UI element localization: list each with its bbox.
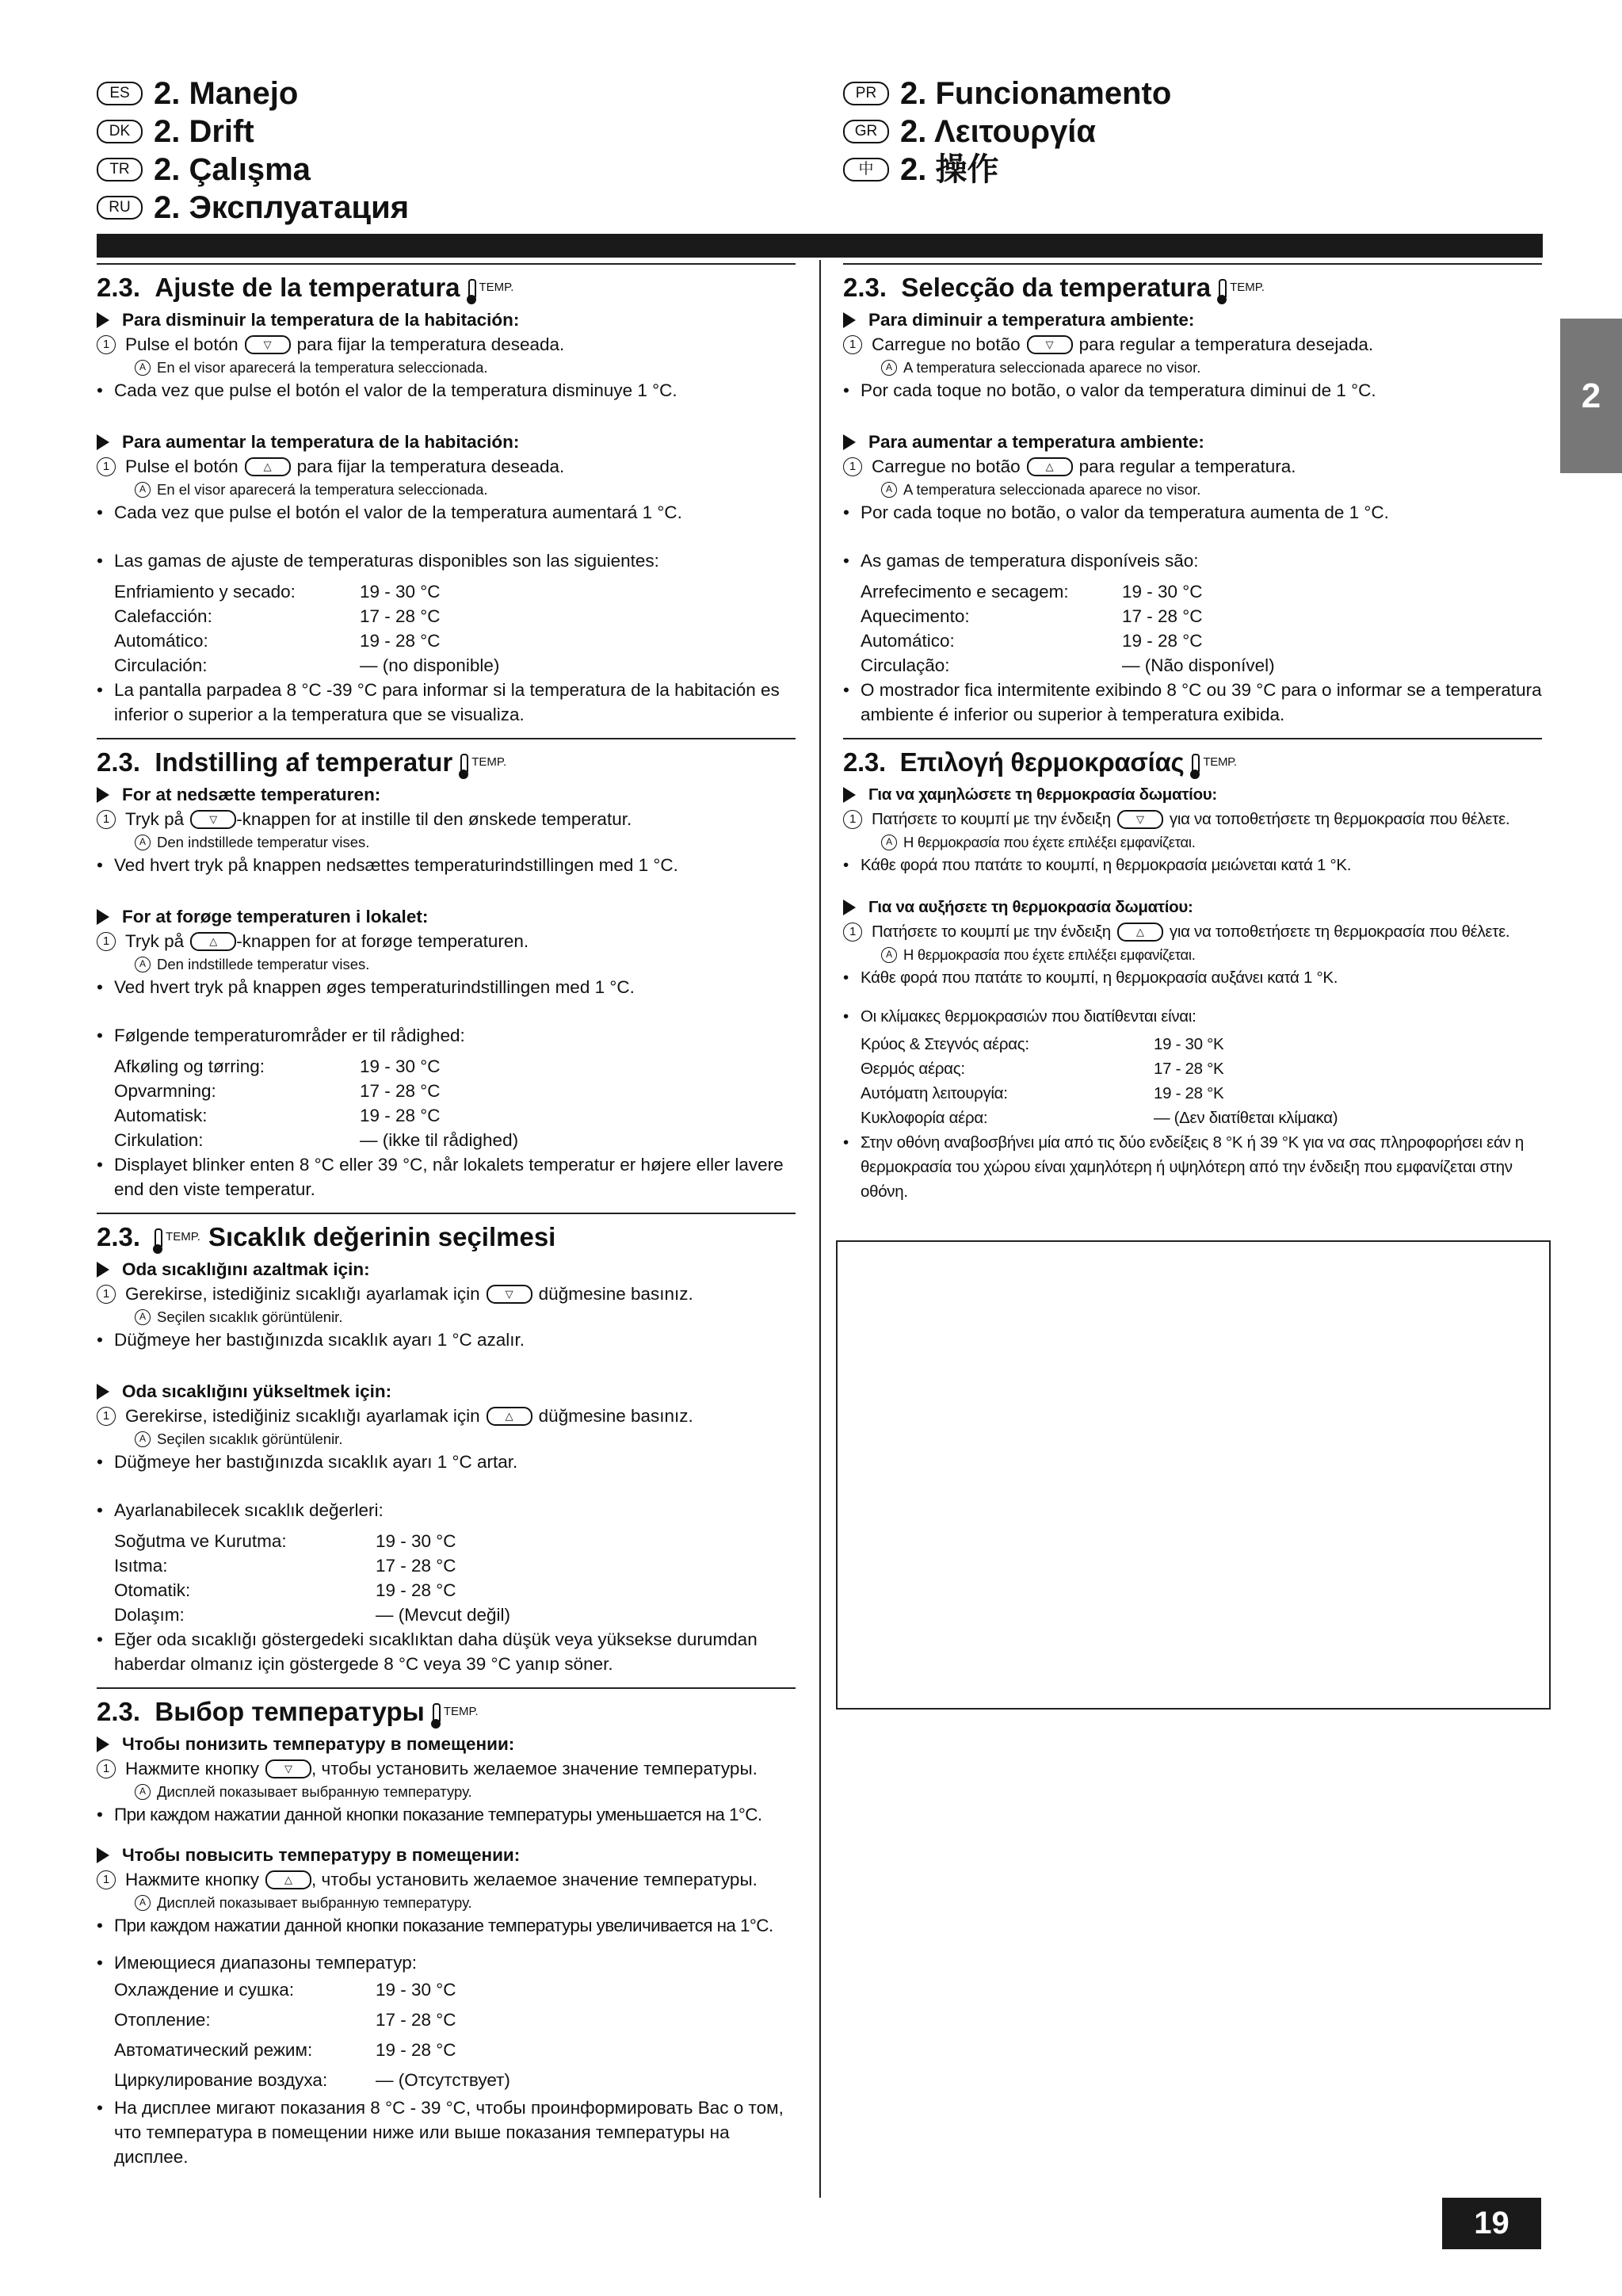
thermometer-icon: TEMP.: [429, 1695, 479, 1729]
chapter-title-tr: 2. Çalışma: [154, 152, 311, 187]
right-column: [843, 263, 1542, 1215]
range-row: Automatisk: 19 - 28 °C: [114, 1106, 441, 1125]
bullet: • Düğmeye her bastığınızda sıcaklık ayarı 1 °C artar.: [97, 1452, 518, 1472]
range-row: Aquecimento: 17 - 28 °C: [861, 606, 1203, 626]
increase-heading: Para aumentar a temperatura ambiente:: [843, 430, 1542, 454]
lang-badge-dk: DK: [97, 120, 143, 143]
display-note: A En el visor aparecerá la temperatura seleccionada.: [97, 357, 796, 378]
decrease-step: 1 Πατήσετε το κουμπί με την ένδειξη ▽ για να τοποθετήσετε τη θερμοκρασία που θέλετε.: [843, 807, 1542, 831]
chapter-tab: 2: [1560, 319, 1622, 473]
up-button-icon: △: [265, 1870, 311, 1889]
display-note: A Η θερμοκρασία που έχετε επιλέξει εμφανίζεται.: [843, 831, 1542, 853]
down-button-icon: ▽: [487, 1285, 532, 1304]
arrow-right-icon: [97, 1847, 109, 1863]
lang-badge-es: ES: [97, 82, 143, 105]
step-number-icon: 1: [97, 335, 116, 354]
chapter-title-pr: 2. Funcionamento: [900, 76, 1172, 111]
down-button-icon: ▽: [1027, 335, 1073, 354]
arrow-right-icon: [97, 434, 109, 450]
ranges-intro: • As gamas de temperatura disponíveis são:: [843, 551, 1199, 571]
range-row: Opvarmning: 17 - 28 °C: [114, 1081, 441, 1101]
bullet: • Düğmeye her bastığınızda sıcaklık ayarı 1 °C azalır.: [97, 1330, 525, 1350]
arrow-right-icon: [843, 434, 856, 450]
callout-a-icon: A: [881, 360, 897, 376]
blink-note: • Eğer oda sıcaklığı göstergedeki sıcaklıktan daha düşük veya yüksekse durumdan haberdar olmanız için göstergede 8 °C veya 39 °C yanıp söner.: [97, 1629, 758, 1674]
range-row: Afkøling og tørring: 19 - 30 °C: [114, 1056, 441, 1076]
increase-step: 1 Πατήσετε το κουμπί με την ένδειξη △ για να τοποθετήσετε τη θερμοκρασία που θέλετε.: [843, 919, 1542, 944]
chapter-title-gr: 2. Λειτουργία: [900, 114, 1096, 149]
bullet: • Por cada toque no botão, o valor da temperatura diminui de 1 °C.: [843, 380, 1376, 400]
callout-a-icon: A: [135, 835, 151, 850]
step-number-icon: 1: [97, 1407, 116, 1426]
header-es: [97, 74, 409, 113]
section-es: [97, 263, 796, 727]
arrow-right-icon: [97, 1736, 109, 1752]
left-column: [97, 263, 796, 2180]
callout-a-icon: A: [135, 1309, 151, 1325]
display-note: A Η θερμοκρασία που έχετε επιλέξει εμφανίζεται.: [843, 944, 1542, 965]
range-row: Circulación: — (no disponible): [114, 655, 500, 675]
range-row: Θερμός αέρας: 17 - 28 °K: [861, 1060, 1224, 1078]
increase-heading: Oda sıcaklığını yükseltmek için:: [97, 1379, 796, 1404]
step-number-icon: 1: [843, 923, 862, 942]
increase-heading: Για να αυξήσετε τη θερμοκρασία δωματίου:: [843, 895, 1542, 919]
section-title-es: 2.3. Ajuste de la temperatura TEMP.: [97, 271, 796, 304]
increase-heading: For at forøge temperaturen i lokalet:: [97, 904, 796, 929]
lang-badge-zh: 中: [843, 158, 889, 181]
increase-heading: Чтобы повысить температуру в помещении:: [97, 1843, 796, 1867]
section-title-dk: 2.3. Indstilling af temperatur TEMP.: [97, 746, 796, 779]
section-tr: [97, 1213, 796, 1676]
header-ru: [97, 189, 409, 227]
callout-a-icon: A: [135, 1784, 151, 1800]
bullet: • Cada vez que pulse el botón el valor de la temperatura aumentará 1 °C.: [97, 502, 682, 522]
callout-a-icon: A: [135, 957, 151, 972]
range-row: Isıtma: 17 - 28 °C: [114, 1556, 456, 1576]
bullet: • Ved hvert tryk på knappen nedsættes temperaturindstillingen med 1 °C.: [97, 855, 678, 875]
step-number-icon: 1: [843, 457, 862, 476]
range-row: Circulação: — (Não disponível): [861, 655, 1275, 675]
display-note: A En el visor aparecerá la temperatura seleccionada.: [97, 479, 796, 500]
range-row: Κυκλοφορία αέρα: — (Δεν διατίθεται κλίμακα): [861, 1109, 1338, 1127]
section-title-tr: 2.3. TEMP. Sıcaklık değerinin seçilmesi: [97, 1221, 796, 1254]
callout-a-icon: A: [135, 1895, 151, 1911]
display-note: A Den indstillede temperatur vises.: [97, 831, 796, 853]
up-button-icon: △: [1027, 457, 1073, 476]
ranges-intro: • Имеющиеся диапазоны температур:: [97, 1953, 417, 1973]
step-number-icon: 1: [97, 457, 116, 476]
increase-step: 1 Tryk på △ -knappen for at forøge temperaturen.: [97, 929, 796, 953]
decrease-step: 1 Нажмите кнопку ▽ , чтобы установить желаемое значение температуры.: [97, 1756, 796, 1781]
bullet: • Κάθε φορά που πατάτε το κουμπί, η θερμοκρασία μειώνεται κατά 1 °K.: [843, 856, 1352, 874]
display-note: A Den indstillede temperatur vises.: [97, 953, 796, 975]
range-row: Soğutma ve Kurutma: 19 - 30 °C: [114, 1531, 456, 1551]
blink-note: • La pantalla parpadea 8 °C -39 °C para informar si la temperatura de la habitación es inferior o superior a la temperatura que se visualiza.: [97, 680, 780, 724]
decrease-step: 1 Gerekirse, istediğiniz sıcaklığı ayarlamak için ▽ düğmesine basınız.: [97, 1282, 796, 1306]
down-button-icon: ▽: [265, 1759, 311, 1778]
ranges-intro: • Las gamas de ajuste de temperaturas disponibles son las siguientes:: [97, 551, 659, 571]
blink-note: • Στην οθόνη αναβοσβήνει μία από τις δύο ενδείξεις 8 °K ή 39 °K για να σας πληροφορήσει εάν η θερμοκρασία του χώρου είναι χαμηλότερη ή υψηλότερη από την ένδειξη που εμφανίζεται στην οθόνη.: [843, 1133, 1524, 1201]
decrease-heading: Oda sıcaklığını azaltmak için:: [97, 1257, 796, 1282]
ranges-intro: • Ayarlanabilecek sıcaklık değerleri:: [97, 1500, 384, 1520]
chapter-title-ru: 2. Эксплуатация: [154, 190, 410, 225]
step-number-icon: 1: [843, 810, 862, 829]
section-gr: [843, 738, 1542, 1204]
chapter-title-dk: 2. Drift: [154, 114, 254, 149]
range-row: Cirkulation: — (ikke til rådighed): [114, 1130, 519, 1150]
bullet: • Κάθε φορά που πατάτε το κουμπί, η θερμοκρασία αυξάνει κατά 1 °K.: [843, 968, 1338, 987]
empty-figure-box: [836, 1240, 1551, 1710]
header-gr: [843, 113, 1171, 151]
callout-a-icon: A: [881, 947, 897, 963]
section-dk: [97, 738, 796, 1201]
lang-badge-tr: TR: [97, 158, 143, 181]
decrease-heading: For at nedsætte temperaturen:: [97, 782, 796, 807]
thermometer-icon: TEMP.: [457, 746, 506, 779]
increase-step: 1 Нажмите кнопку △ , чтобы установить желаемое значение температуры.: [97, 1867, 796, 1892]
header-pr: [843, 74, 1171, 113]
header-right: [843, 74, 1171, 189]
callout-a-icon: A: [135, 482, 151, 498]
step-number-icon: 1: [97, 1285, 116, 1304]
display-note: A A temperatura seleccionada aparece no visor.: [843, 357, 1542, 378]
header-zh: [843, 151, 1171, 189]
range-row: Arrefecimento e secagem: 19 - 30 °C: [861, 582, 1203, 602]
header-bar: [97, 234, 1543, 258]
page-number: 19: [1442, 2198, 1541, 2249]
increase-step: 1 Gerekirse, istediğiniz sıcaklığı ayarlamak için △ düğmesine basınız.: [97, 1404, 796, 1428]
down-button-icon: ▽: [190, 810, 236, 829]
display-note: A Дисплей показывает выбранную температуру.: [97, 1892, 796, 1913]
arrow-right-icon: [843, 900, 856, 915]
thermometer-icon: TEMP.: [465, 271, 514, 304]
lang-badge-gr: GR: [843, 120, 889, 143]
step-number-icon: 1: [97, 1870, 116, 1889]
blink-note: • Displayet blinker enten 8 °C eller 39 °C, når lokalets temperatur er højere eller lavere end den viste temperatur.: [97, 1155, 784, 1199]
section-title-pr: 2.3. Selecção da temperatura TEMP.: [843, 271, 1542, 304]
header-left: [97, 74, 409, 227]
up-button-icon: △: [245, 457, 291, 476]
arrow-right-icon: [843, 787, 856, 803]
blink-note: • O mostrador fica intermitente exibindo 8 °C ou 39 °C para o informar se a temperatura ambiente é inferior ou superior à temperatura exibida.: [843, 680, 1542, 724]
bullet: • Ved hvert tryk på knappen øges temperaturindstillingen med 1 °C.: [97, 977, 635, 997]
decrease-heading: Para diminuir a temperatura ambiente:: [843, 308, 1542, 332]
arrow-right-icon: [843, 312, 856, 328]
decrease-step: 1 Tryk på ▽ -knappen for at instille til den ønskede temperatur.: [97, 807, 796, 831]
range-row: Calefacción: 17 - 28 °C: [114, 606, 441, 626]
blink-note: • На дисплее мигают показания 8 °C - 39 °C, чтобы проинформировать Вас о том, что температура в помещении ниже или выше показания температуры на дисплее.: [97, 2098, 784, 2167]
up-button-icon: △: [1117, 923, 1163, 942]
range-row: Automático: 19 - 28 °C: [861, 631, 1203, 651]
increase-step: 1 Carregue no botão △ para regular a temperatura.: [843, 454, 1542, 479]
increase-step: 1 Pulse el botón △ para fijar la temperatura deseada.: [97, 454, 796, 479]
column-divider: [819, 260, 821, 2198]
callout-a-icon: A: [881, 482, 897, 498]
arrow-right-icon: [97, 312, 109, 328]
range-row: Автоматический режим: 19 - 28 °C: [114, 2040, 456, 2060]
range-row: Αυτόματη λειτουργία: 19 - 28 °K: [861, 1084, 1224, 1102]
chapter-title-es: 2. Manejo: [154, 76, 299, 111]
decrease-step: 1 Carregue no botão ▽ para regular a temperatura desejada.: [843, 332, 1542, 357]
arrow-right-icon: [97, 1384, 109, 1400]
range-row: Охлаждение и сушка: 19 - 30 °C: [114, 1980, 456, 2000]
lang-badge-pr: PR: [843, 82, 889, 105]
callout-a-icon: A: [881, 835, 897, 850]
callout-a-icon: A: [135, 360, 151, 376]
display-note: A Дисплей показывает выбранную температуру.: [97, 1781, 796, 1802]
arrow-right-icon: [97, 909, 109, 925]
step-number-icon: 1: [97, 932, 116, 951]
bullet: • Por cada toque no botão, o valor da temperatura aumenta de 1 °C.: [843, 502, 1389, 522]
bullet: • Cada vez que pulse el botón el valor de la temperatura disminuye 1 °C.: [97, 380, 677, 400]
range-row: Dolaşım: — (Mevcut değil): [114, 1605, 511, 1625]
section-title-gr: 2.3. Επιλογή θερμοκρασίας TEMP.: [843, 746, 1542, 779]
display-note: A Seçilen sıcaklık görüntülenir.: [97, 1428, 796, 1450]
range-row: Κρύος & Στεγνός αέρας: 19 - 30 °K: [861, 1035, 1224, 1053]
lang-badge-ru: RU: [97, 196, 143, 220]
up-button-icon: △: [190, 932, 236, 951]
header-dk: [97, 113, 409, 151]
thermometer-icon: TEMP.: [1216, 271, 1265, 304]
chapter-title-zh: 2. 操作: [900, 152, 999, 187]
section-ru: [97, 1687, 796, 2169]
callout-a-icon: A: [135, 1431, 151, 1447]
header-tr: [97, 151, 409, 189]
range-row: Enfriamiento y secado: 19 - 30 °C: [114, 582, 441, 602]
decrease-heading: Чтобы понизить температуру в помещении:: [97, 1732, 796, 1756]
range-row: Отопление: 17 - 28 °C: [114, 2010, 456, 2030]
range-row: Циркулирование воздуха: — (Отсутствует): [114, 2070, 510, 2090]
step-number-icon: 1: [97, 1759, 116, 1778]
thermometer-icon: TEMP.: [1189, 746, 1236, 779]
display-note: A Seçilen sıcaklık görüntülenir.: [97, 1306, 796, 1328]
down-button-icon: ▽: [1117, 810, 1163, 829]
down-button-icon: ▽: [245, 335, 291, 354]
ranges-intro: • Οι κλίμακες θερμοκρασιών που διατίθενται είναι:: [843, 1007, 1196, 1026]
decrease-heading: Για να χαμηλώσετε τη θερμοκρασία δωματίου:: [843, 782, 1542, 807]
section-pr: [843, 263, 1542, 727]
arrow-right-icon: [97, 787, 109, 803]
section-title-ru: 2.3. Выбор температуры TEMP.: [97, 1695, 796, 1729]
display-note: A A temperatura seleccionada aparece no visor.: [843, 479, 1542, 500]
arrow-right-icon: [97, 1262, 109, 1278]
step-number-icon: 1: [97, 810, 116, 829]
range-row: Otomatik: 19 - 28 °C: [114, 1580, 456, 1600]
ranges-intro: • Følgende temperaturområder er til rådighed:: [97, 1026, 465, 1045]
up-button-icon: △: [487, 1407, 532, 1426]
decrease-heading: Para disminuir la temperatura de la habitación:: [97, 308, 796, 332]
range-row: Automático: 19 - 28 °C: [114, 631, 441, 651]
decrease-step: 1 Pulse el botón ▽ para fijar la temperatura deseada.: [97, 332, 796, 357]
bullet: • При каждом нажатии данной кнопки показание температуры уменьшается на 1°C.: [97, 1805, 762, 1824]
bullet: • При каждом нажатии данной кнопки показание температуры увеличивается на 1°C.: [97, 1916, 773, 1935]
step-number-icon: 1: [843, 335, 862, 354]
thermometer-icon: TEMP.: [151, 1221, 200, 1254]
increase-heading: Para aumentar la temperatura de la habitación:: [97, 430, 796, 454]
